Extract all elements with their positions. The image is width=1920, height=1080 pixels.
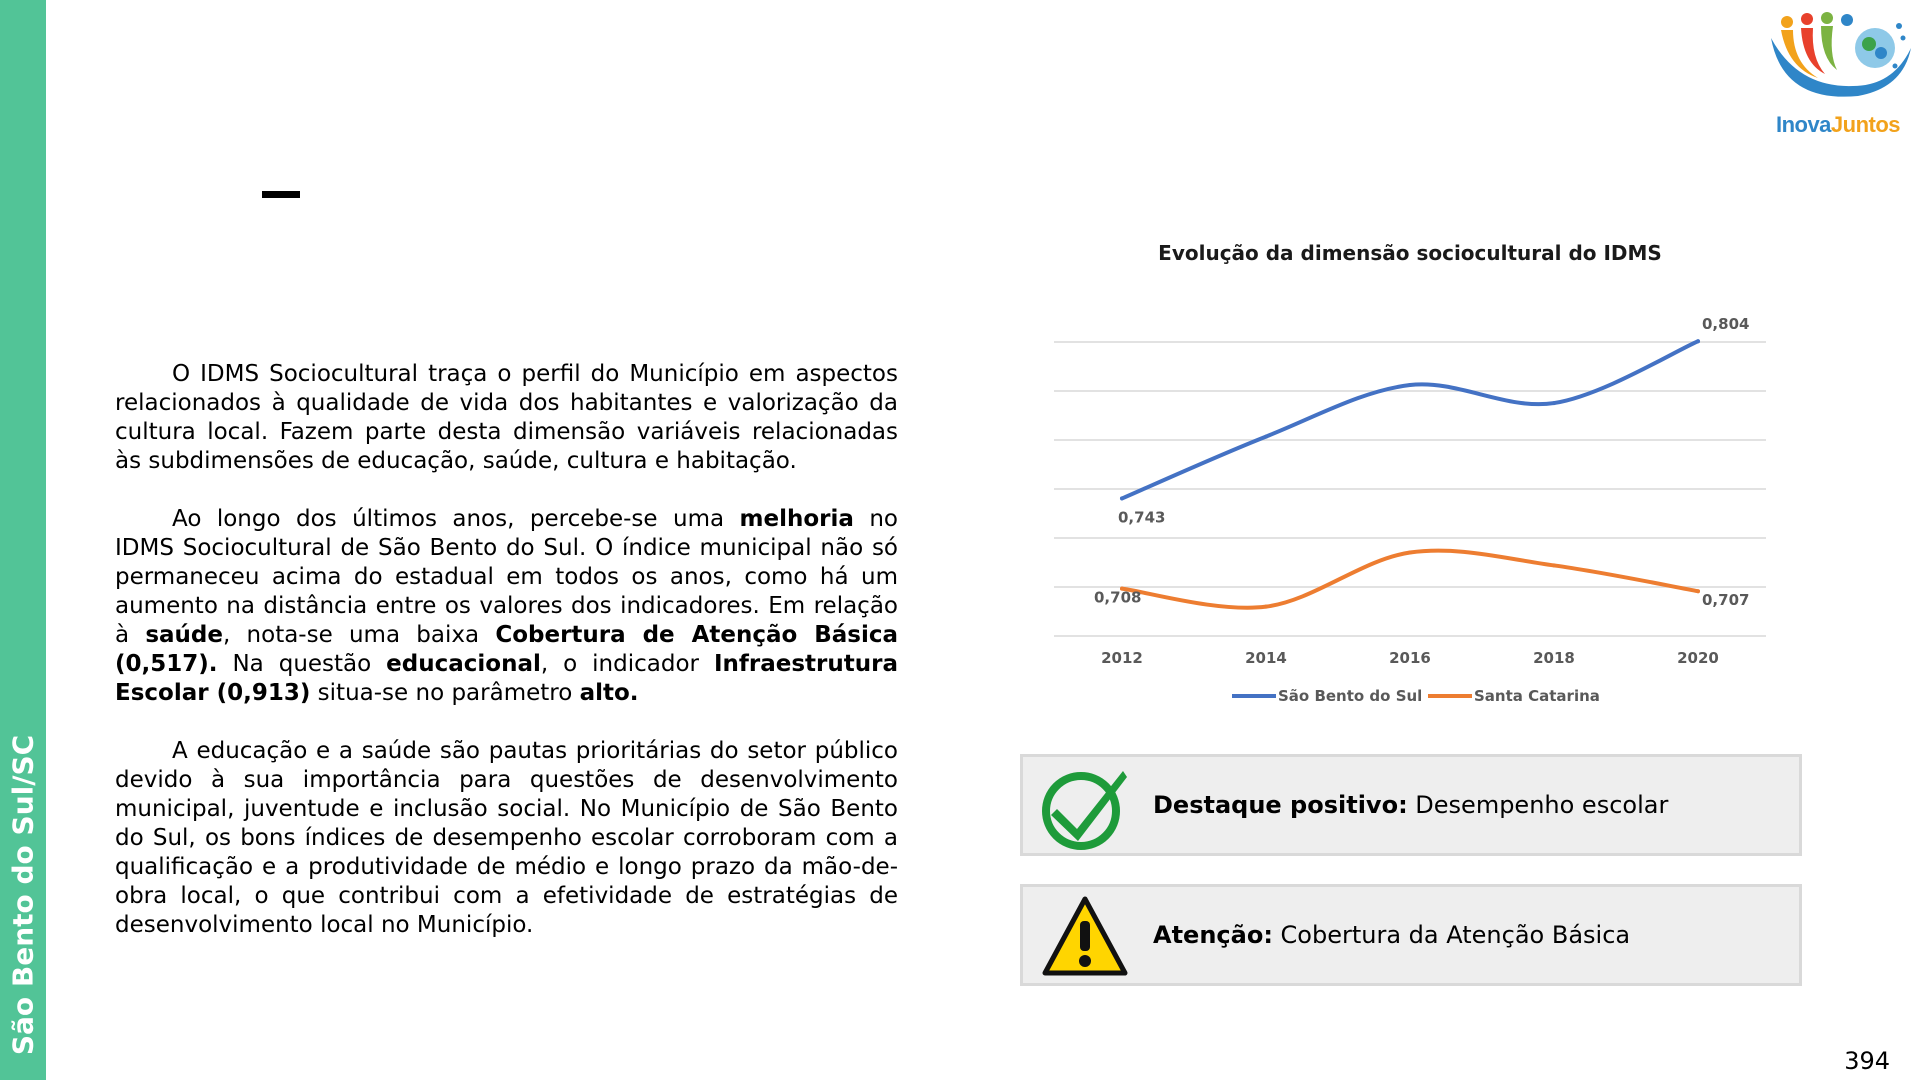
data-point: [1120, 496, 1124, 500]
data-label: 0,707: [1702, 591, 1750, 610]
chart-legend: [1232, 687, 1600, 705]
paragraph-1: O IDMS Sociocultural traça o perfil do Município em aspectos relacionados à qualidade de vida dos habitantes e valorização da cultura local. Fazem parte desta dimensão variáveis relacionadas às subdimensões de educação, saúde, cultura e habitação.: [115, 361, 898, 474]
page-number: 394: [1844, 1047, 1890, 1075]
positive-highlight-box: [1020, 754, 1802, 856]
x-tick-label: 2018: [1533, 649, 1575, 667]
chart-data-labels: [1094, 315, 1749, 609]
p2-text-3: , nota-se uma baixa: [223, 622, 496, 648]
p2-text-5: , o indicador: [540, 651, 714, 677]
line-chart: [1040, 290, 1800, 720]
p2-text-2: no IDMS Sociocultural de São Bento do Sul. O índice municipal não só permaneceu acima do estadual em todos os anos, como há um aumento na distância entre os valores dos indicadores. Em relação à: [115, 506, 898, 648]
attention-text: [1153, 887, 1630, 983]
chart-title: Evolução da dimensão sociocultural do IDMS: [1158, 241, 1662, 265]
legend-label-0: São Bento do Sul: [1278, 687, 1423, 705]
data-point: [1264, 435, 1268, 439]
legend-label-1: Santa Catarina: [1474, 687, 1600, 705]
logo-word-juntos: Juntos: [1830, 112, 1901, 137]
warning-icon: [1041, 893, 1129, 981]
p2-text-1: Ao longo dos últimos anos, percebe-se uma: [172, 506, 740, 532]
data-point: [1696, 339, 1700, 343]
p2-bold-saude: saúde: [145, 622, 223, 648]
data-point: [1408, 383, 1412, 387]
p2-bold-cobertura: Cobertura de Atenção Básica (0,517).: [115, 622, 899, 677]
series-line-0: [1122, 341, 1698, 498]
paragraph-3: A educação e a saúde são pautas prioritárias do setor público devido à sua importância para questões de desenvolvimento municipal, juventude e inclusão social. No Município de São Bento do Sul, os bons índices de desempenho escolar corroboram com a qualificação e a produtividade de médio e longo prazo da mão-de-obra local, o que contribui com a efetividade de estratégias de desenvolvimento local no Município.: [115, 738, 898, 938]
logo-word-inova: Inova: [1775, 112, 1831, 137]
p2-text-4: Na questão: [217, 651, 387, 677]
data-point: [1408, 551, 1412, 555]
p2-bold-educacional: educacional: [386, 651, 541, 677]
inovajuntos-logo: [1763, 8, 1913, 138]
body-text: [115, 360, 898, 969]
logo-graphic-icon: [1763, 8, 1913, 118]
attention-value: Cobertura da Atenção Básica: [1272, 921, 1631, 949]
chart-series: [1120, 339, 1700, 608]
chart-x-ticks: [1101, 649, 1719, 667]
data-label: 0,804: [1702, 315, 1750, 334]
data-point: [1552, 401, 1556, 405]
positive-highlight-label: Destaque positivo:: [1153, 791, 1408, 819]
attention-label: Atenção:: [1153, 921, 1273, 949]
paragraph-2: [115, 505, 898, 708]
check-icon: [1041, 763, 1129, 851]
attention-box: [1020, 884, 1802, 986]
p2-bold-infraestrutura: Infraestrutura Escolar (0,913): [115, 651, 898, 706]
data-point: [1264, 605, 1268, 609]
x-tick-label: 2014: [1245, 649, 1287, 667]
x-tick-label: 2020: [1677, 649, 1719, 667]
p2-bold-melhoria: melhoria: [739, 506, 854, 532]
data-point: [1696, 589, 1700, 593]
data-label: 0,743: [1118, 508, 1166, 527]
x-tick-label: 2016: [1389, 649, 1431, 667]
data-label: 0,708: [1094, 588, 1142, 607]
p2-text-6: situa-se no parâmetro: [310, 680, 580, 706]
p2-bold-alto: alto.: [579, 680, 639, 706]
data-point: [1552, 563, 1556, 567]
positive-highlight-value: Desempenho escolar: [1407, 791, 1669, 819]
series-line-1: [1122, 551, 1698, 608]
positive-highlight-text: [1153, 757, 1668, 853]
sidebar-label: São Bento do Sul/SC: [6, 734, 40, 1056]
title-dash: [262, 191, 300, 198]
x-tick-label: 2012: [1101, 649, 1143, 667]
logo-wordmark: [1763, 112, 1913, 138]
